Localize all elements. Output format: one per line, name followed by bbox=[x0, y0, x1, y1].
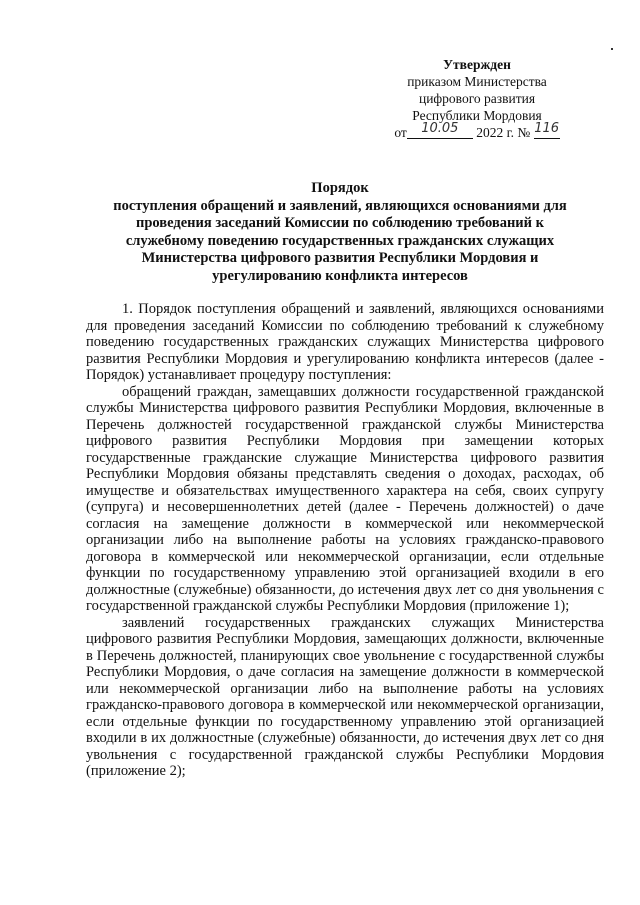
document-title bbox=[70, 180, 610, 286]
approval-line-1: приказом Министерства bbox=[407, 74, 547, 89]
title-line-2: поступления обращений и заявлений, являющихся основаниями для bbox=[113, 197, 567, 214]
title-line-5: Министерства цифрового развития Республики Мордовия и bbox=[141, 250, 539, 267]
date-prefix: от bbox=[394, 125, 407, 140]
date-field bbox=[407, 121, 473, 139]
scan-speck bbox=[611, 48, 613, 50]
year-number-label: 2022 г. № bbox=[476, 125, 531, 140]
approval-heading: Утвержден bbox=[443, 57, 511, 72]
approval-block bbox=[372, 56, 582, 141]
title-line-3: проведения заседаний Комиссии по соблюдению требований к bbox=[136, 215, 544, 232]
paragraph-3: заявлений государственных гражданских служащих Министерства цифрового развития Республики Мордовия, замещающих должности, включенные в Перечень должностей, планирующих свое увольнение с государственной службы Республики Мордовия, о даче согласия на замещение должности в коммерческой или некоммерческой организации либо на выполнение работы на условиях гражданско-правового договора в коммерческой или некоммерческой организации, если отдельные функции по государственному управлению этой организацией входили в их должностные (служебные) обязанности, до истечения двух лет со дня увольнения с государственной гражданской службы Республики Мордовия (приложение 2); bbox=[86, 614, 604, 779]
approval-line-3: Республики Мордовия bbox=[412, 108, 542, 123]
handwritten-number: 116 bbox=[534, 121, 560, 136]
number-field bbox=[534, 121, 560, 139]
title-line-6: урегулированию конфликта интересов bbox=[212, 267, 468, 284]
approval-line-2: цифрового развития bbox=[418, 91, 536, 106]
title-line-1: Порядок bbox=[311, 180, 369, 196]
document-body bbox=[86, 301, 604, 780]
approval-date-line bbox=[372, 121, 582, 141]
title-line-4: служебному поведению государственных гражданских служащих bbox=[125, 232, 555, 249]
handwritten-date: 10.05 bbox=[421, 121, 459, 136]
paragraph-1: 1. Порядок поступления обращений и заявлений, являющихся основаниями для проведения заседаний Комиссии по соблюдению требований к служебному поведению государственных гражданских служащих Министерства цифрового развития Республики Мордовия и урегулированию конфликта интересов (далее - Порядок) устанавливает процедуру поступления: bbox=[86, 301, 604, 383]
paragraph-2: обращений граждан, замещавших должности государственной гражданской службы Министерства цифрового развития Республики Мордовия, включенные в Перечень должностей государственной гражданской службы Министерства цифрового развития Республики Мордовия при замещении которых государственные гражданские служащие Министерства цифрового развития Республики Мордовия обязаны представлять сведения о доходах, расходах, об имуществе и обязательствах имущественного характера на себя, своих супругу (супруга) и несовершеннолетних детей (далее - Перечень должностей) о даче согласия на замещение должности в коммерческой или некоммерческой организации либо на выполнение работы на условиях гражданско-правового договора в коммерческой или некоммерческой организации, если отдельные функции по государственному управлению этой организацией входили в его должностные (служебные) обязанности, до истечения двух лет со дня увольнения с государственной гражданской службы Республики Мордовия (приложение 1); bbox=[86, 383, 604, 614]
